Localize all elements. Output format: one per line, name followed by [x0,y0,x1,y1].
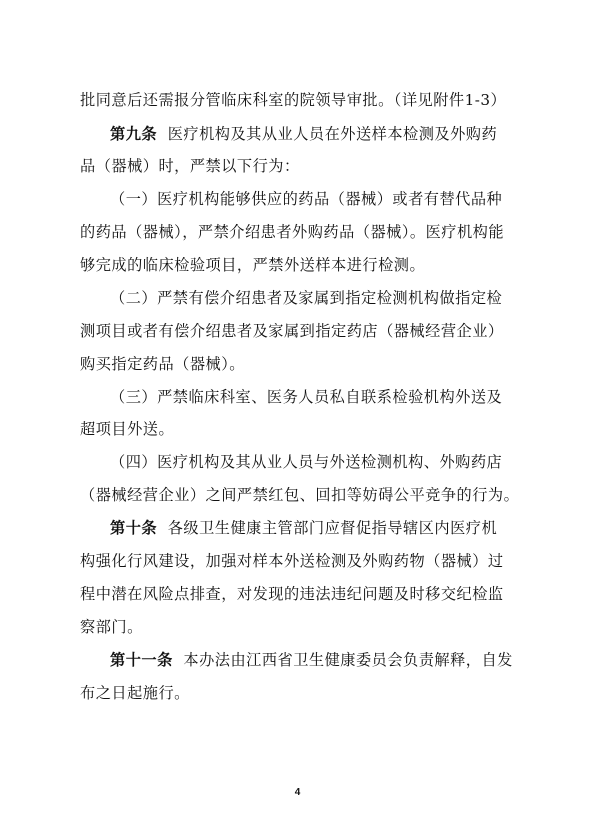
article-10-heading: 第十条 [110,519,158,537]
article-9-text: 医疗机构及其从业人员在外送样本检测及外购药 [167,125,498,143]
article-11-paragraph [110,650,513,670]
text-line-5: 的药品（器械），严禁介绍患者外购药品（器械）。医疗机构能 [80,223,505,241]
article-11-text: 本办法由江西省卫生健康委员会负责解释，自发 [183,651,513,669]
text-line-3: 品（器械）时，严禁以下行为： [80,157,300,175]
text-line-8: 测项目或者有偿介绍患者及家属到指定药店（器械经营企业） [80,322,504,340]
article-11-heading: 第十一条 [110,651,173,669]
text-line-12: （四）医疗机构及其从业人员与外送检测机构、外购药店 [110,453,503,471]
page-number: 4 [294,787,301,798]
text-line-15: 构强化行风建设，加强对样本外送检测及外购药物（器械）过 [80,552,504,570]
text-line-4: （一）医疗机构能够供应的药品（器械）或者有替代品种 [110,190,503,208]
text-line-10: （三）严禁临床科室、医务人员私自联系检验机构外送及 [110,388,503,406]
text-line-7: （二）严禁有偿介绍患者及家属到指定检测机构做指定检 [110,289,503,307]
text-line-6: 够完成的临床检验项目，严禁外送样本进行检测。 [80,256,426,274]
text-line-17: 察部门。 [80,618,143,636]
text-line-11: 超项目外送。 [80,420,175,438]
article-9-paragraph [110,124,497,144]
text-line-16: 程中潜在风险点排查，对发现的违法违纪问题及时移交纪检监 [80,585,504,603]
article-9-heading: 第九条 [110,125,158,143]
text-line-1: 批同意后还需报分管临床科室的院领导审批。（详见附件1-3） [80,91,507,109]
text-line-19: 布之日起施行。 [80,684,190,702]
article-10-paragraph [110,518,497,538]
article-10-text: 各级卫生健康主管部门应督促指导辖区内医疗机 [167,519,498,537]
text-line-13: （器械经营企业）之间严禁红包、回扣等妨碍公平竞争的行为。 [80,486,520,504]
text-line-9: 购买指定药品（器械）。 [80,355,245,373]
